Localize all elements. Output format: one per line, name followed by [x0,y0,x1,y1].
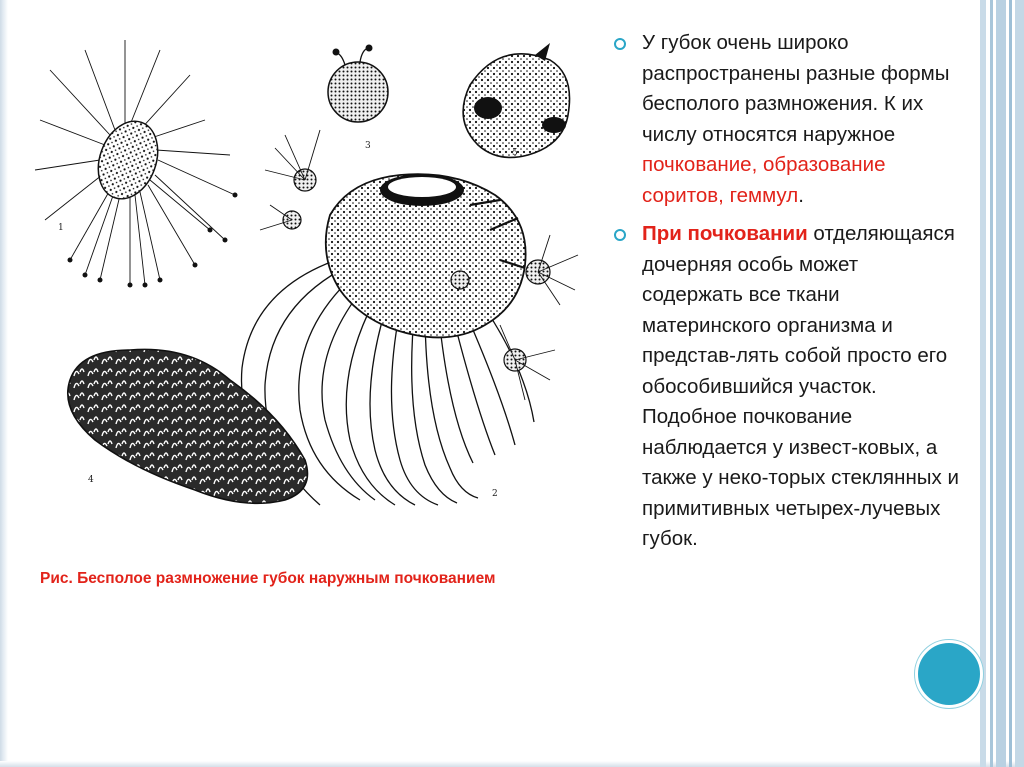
specimen-4 [68,349,308,503]
figure-caption: Рис. Бесполое размножение губок наружным почкованием [40,570,496,587]
slide-frame-bottom [0,761,1024,767]
decorative-circle [915,640,983,708]
text-column [612,28,964,555]
paragraph-heading: При почковании [642,222,808,245]
sponge-budding-illustration [30,30,602,550]
specimen-1 [35,40,238,288]
paragraph-budding [612,219,964,555]
specimen-3 [328,45,388,123]
svg-text:1: 1 [58,223,64,233]
svg-text:5: 5 [512,148,518,158]
paragraph-asexual-forms [612,28,964,211]
svg-text:3: 3 [365,141,371,151]
specimen-5 [463,43,569,157]
paragraph-end: . [798,183,804,207]
decorative-stripes [980,0,1024,767]
paragraph-text: отделяющаяся дочерняя особь может содержать все ткани материнского организма и представ-лять собой просто его обособившийся участок. Подобное почкование наблюдается у извест-ковых, а также у неко-торых стеклянных и примитивных четырех-лучевых губок. [642,222,959,550]
bullet-icon [614,229,626,241]
slide-frame-left [0,0,8,767]
svg-text:4: 4 [88,475,94,485]
highlighted-terms: почкование, образование соритов, геммул [642,153,886,207]
svg-text:2: 2 [492,489,498,499]
bullet-icon [614,38,626,50]
paragraph-text: У губок очень широко распространены разные формы бесполого размножения. К их числу относятся наружное [642,31,950,146]
